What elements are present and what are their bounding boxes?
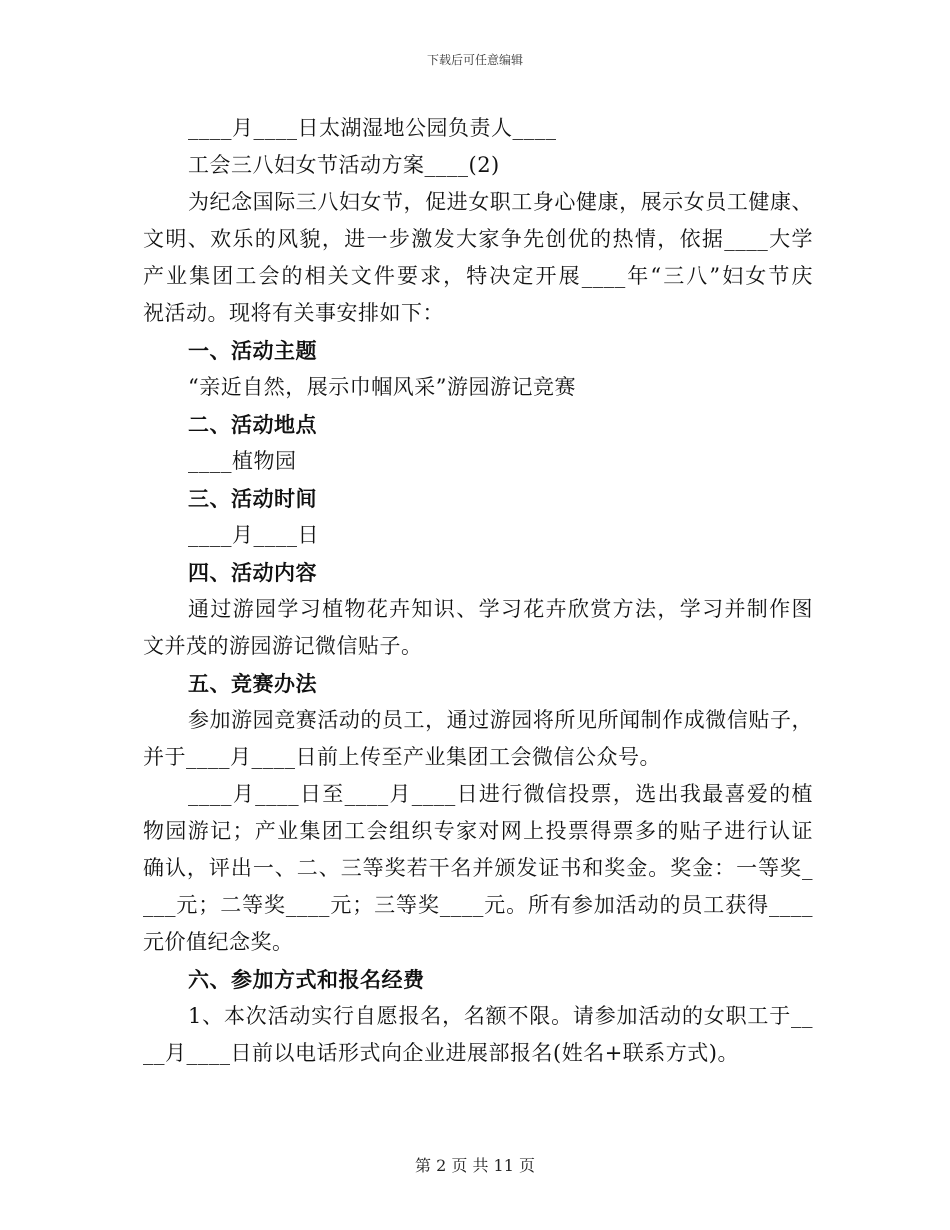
section-heading: 四、活动内容 [188,560,317,585]
text-line: 产业集团工会的相关文件要求，特决定开展____年“三八”妇女节庆 [143,264,813,288]
text-line: 通过游园学习植物花卉知识、学习花卉欣赏方法，学习并制作图 [188,597,813,621]
document-body [143,110,813,1072]
text-line: ____植物园 [188,449,297,473]
page-footer: 第 2 页 共 11 页 [415,1156,535,1175]
text-line: 工会三八妇女节活动方案____(2) [188,153,500,177]
text-line: 祝活动。现将有关事安排如下： [143,301,444,325]
text-line: ____月____日至____月____日进行微信投票，选出我最喜爱的植 [188,782,813,806]
text-line: ____月____日 [188,523,319,547]
text-line: 物园游记；产业集团工会组织专家对网上投票得票多的贴子进行认证 [143,819,813,843]
text-line: 确认，评出一、二、三等奖若干名并颁发证书和奖金。奖金：一等奖_ [143,856,813,880]
text-line: 并于____月____日前上传至产业集团工会微信公众号。 [143,745,661,769]
section-heading: 二、活动地点 [188,412,317,437]
section-heading: 五、竞赛办法 [188,671,317,696]
text-line: ___元；二等奖____元；三等奖____元。所有参加活动的员工获得____ [143,893,813,917]
page-header: 下载后可任意编辑 [426,53,523,67]
text-line: “亲近自然，展示巾帼风采”游园游记竞赛 [188,375,576,399]
text-line: 文并茂的游园游记微信贴子。 [143,634,423,658]
text-line: 元价值纪念奖。 [143,930,294,954]
text-line: ____月____日太湖湿地公园负责人____ [188,116,557,140]
section-heading: 六、参加方式和报名经费 [188,967,425,992]
text-line: 1、本次活动实行自愿报名，名额不限。请参加活动的女职工于__ [188,1004,813,1028]
section-heading: 三、活动时间 [188,486,317,511]
text-line: 为纪念国际三八妇女节，促进女职工身心健康，展示女员工健康、 [188,190,813,214]
section-heading: 一、活动主题 [188,338,317,363]
text-line: 文明、欢乐的风貌，进一步激发大家争先创优的热情，依据____大学 [143,227,813,251]
text-line: 参加游园竞赛活动的员工，通过游园将所见所闻制作成微信贴子， [188,708,813,732]
text-line: __月____日前以电话形式向企业进展部报名(姓名+联系方式)。 [143,1041,739,1065]
